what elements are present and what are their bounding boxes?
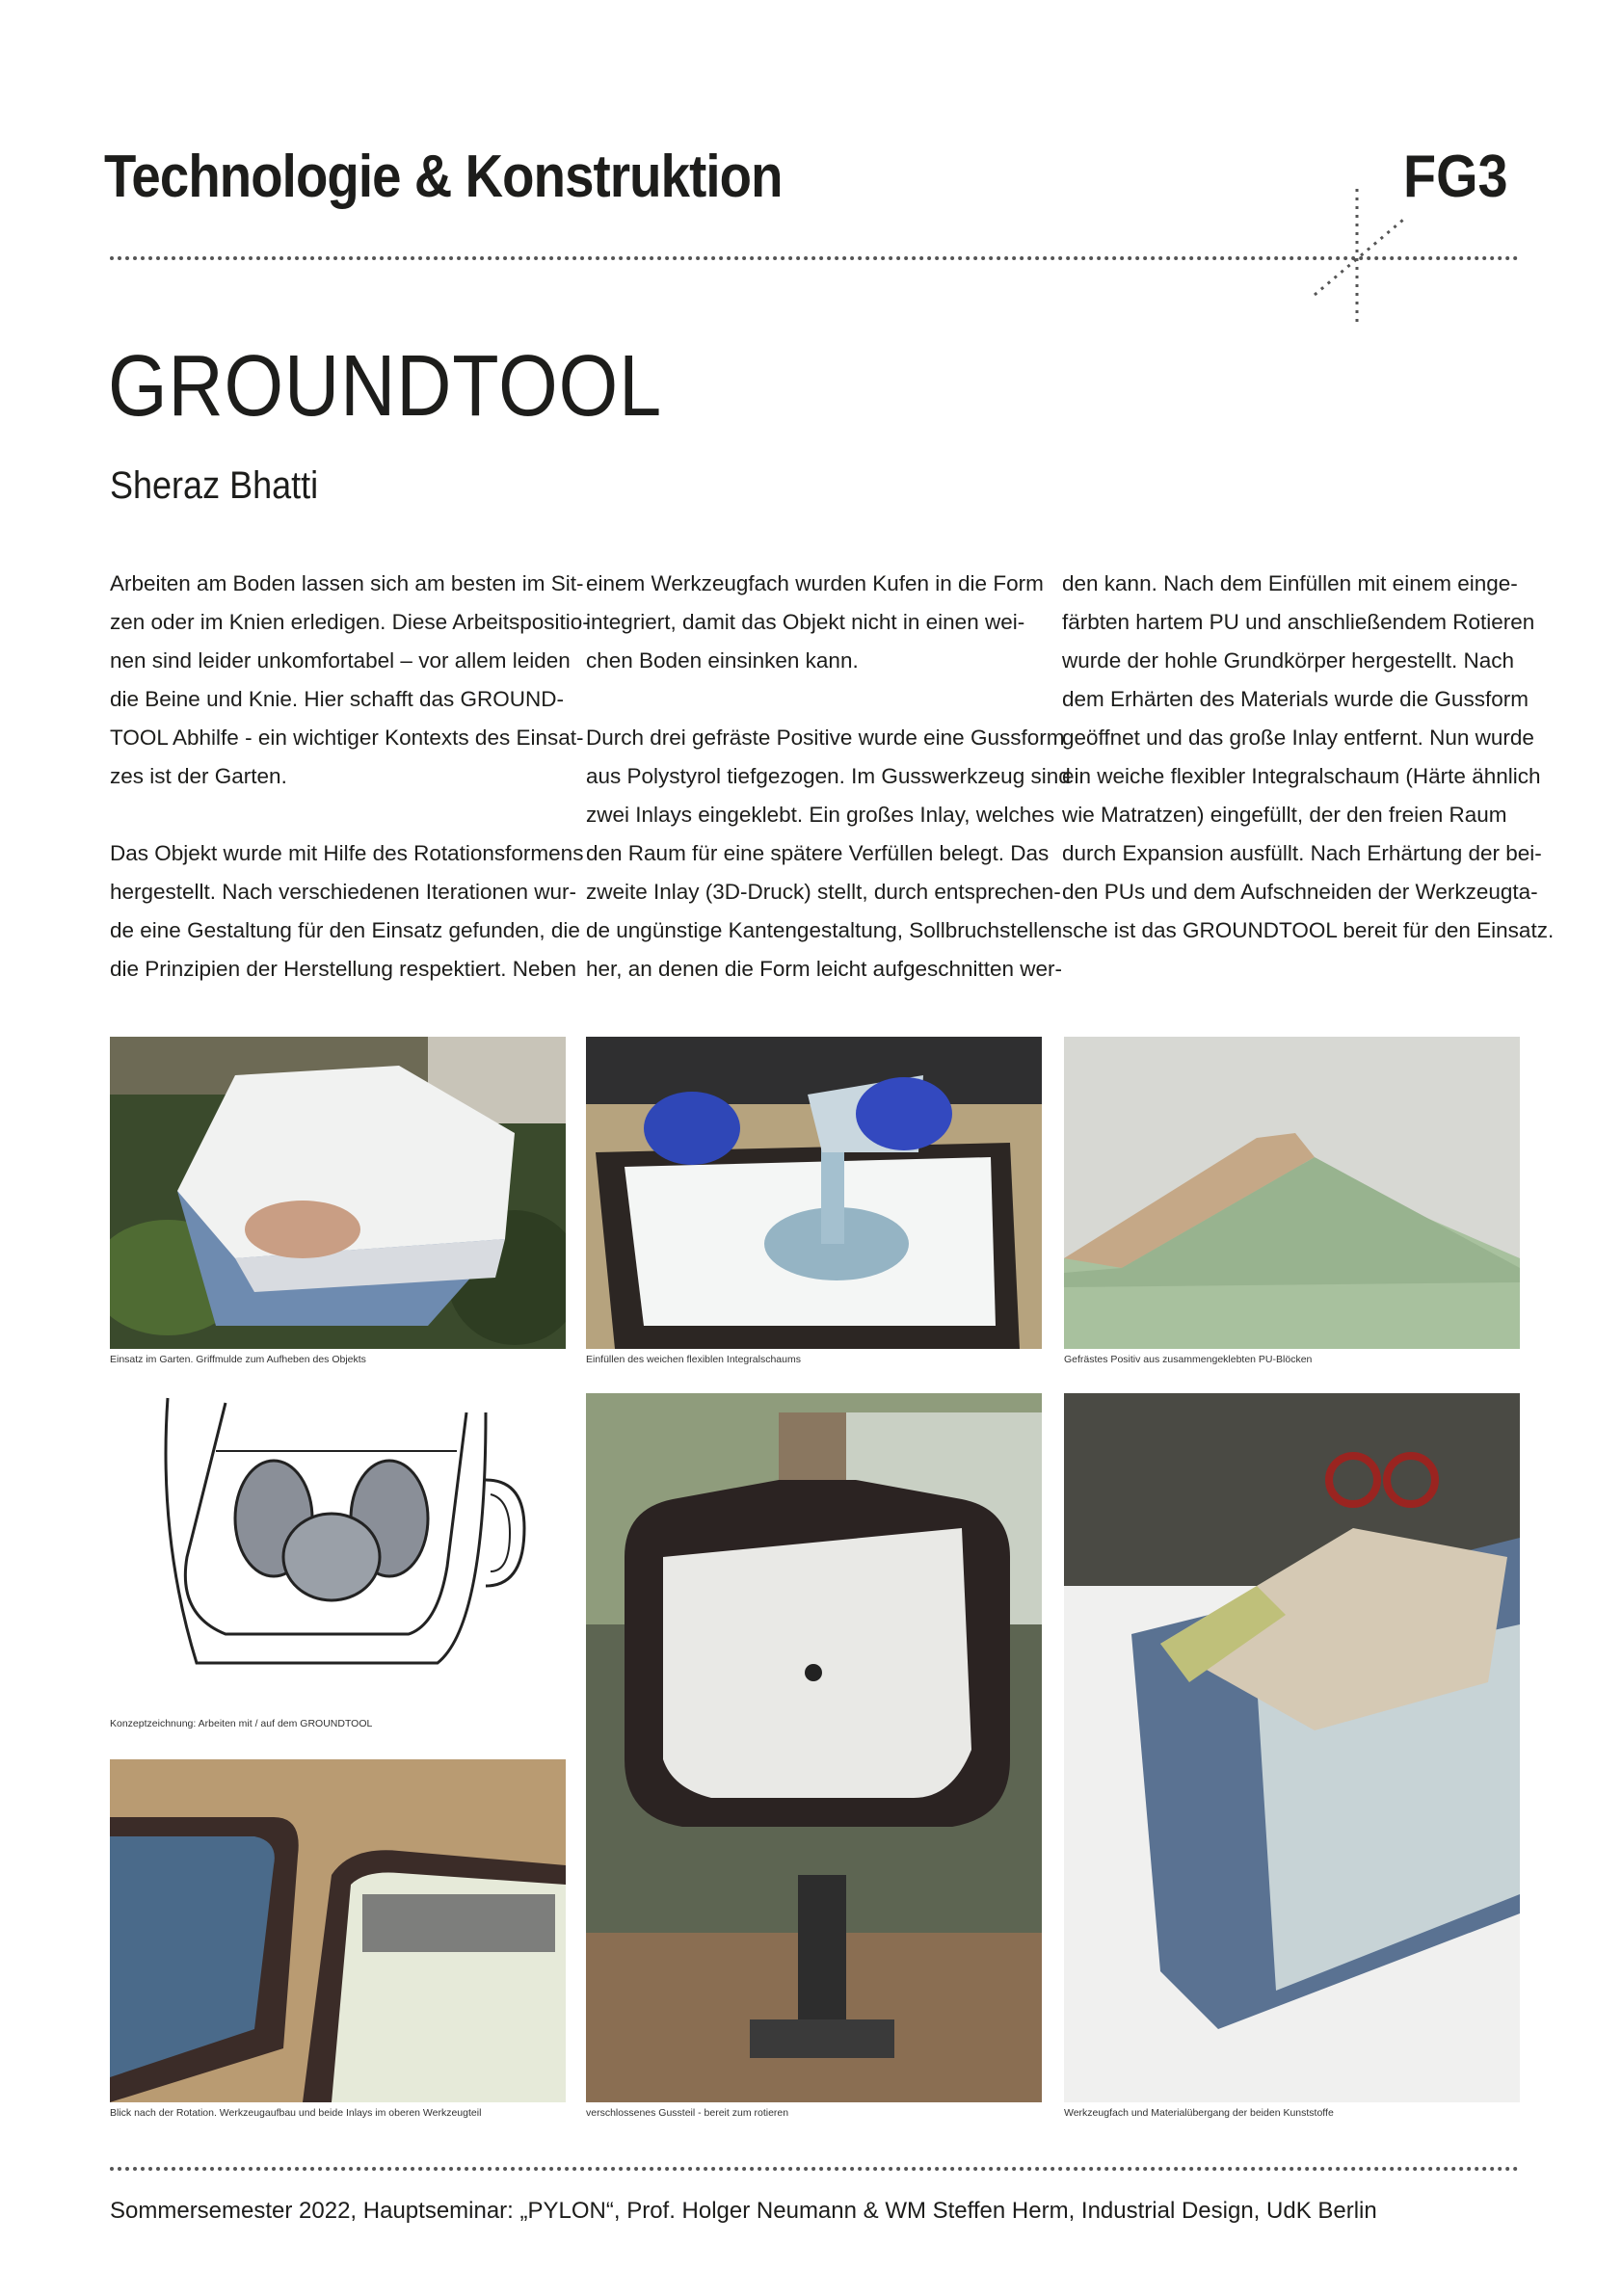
photo-closed-mould (586, 1393, 1042, 2102)
cross-mark-icon (1311, 189, 1446, 324)
text-line: zwei Inlays eingeklebt. Ein großes Inlay, welches (586, 803, 1055, 827)
photo-milled-positive (1064, 1037, 1520, 1349)
photo-after-rotation (110, 1759, 566, 2102)
text-line: zes ist der Garten. (110, 764, 287, 788)
paragraph (586, 719, 1071, 989)
text-line: de ungünstige Kantengestaltung, Sollbruchstellen (586, 918, 1063, 942)
text-line: aus Polystyrol tiefgezogen. Im Gusswerkzeug sind (586, 764, 1071, 788)
text-line: ein weiche flexibler Integralschaum (Härte ähnlich (1062, 764, 1541, 788)
caption: Werkzeugfach und Materialübergang der beiden Kunststoffe (1064, 2107, 1334, 2119)
text-line: zweite Inlay (3D-Druck) stellt, durch entsprechen- (586, 880, 1061, 904)
top-dotted-rule (110, 256, 1519, 260)
paragraph (1062, 565, 1555, 950)
caption: Blick nach der Rotation. Werkzeugaufbau und beide Inlays im oberen Werkzeugteil (110, 2107, 482, 2119)
text-line: TOOL Abhilfe - ein wichtiger Kontexts des Einsat- (110, 726, 584, 750)
text-line: Arbeiten am Boden lassen sich am besten im Sit- (110, 571, 584, 595)
concept-sketch (110, 1393, 566, 1711)
text-line: dem Erhärten des Materials wurde die Gussform (1062, 687, 1529, 711)
text-line: den Raum für eine spätere Verfüllen belegt. Das (586, 841, 1050, 865)
text-line: einem Werkzeugfach wurden Kufen in die Form (586, 571, 1044, 595)
caption: Einfüllen des weichen flexiblen Integralschaums (586, 1354, 801, 1365)
text-line: den PUs und dem Aufschneiden der Werkzeugta- (1062, 880, 1538, 904)
text-line: hergestellt. Nach verschiedenen Iterationen wur- (110, 880, 577, 904)
text-line: sche ist das GROUNDTOOL bereit für den Einsatz. (1062, 918, 1555, 942)
article-title: GROUNDTOOL (108, 338, 662, 435)
text-line: de eine Gestaltung für den Einsatz gefunden, die (110, 918, 580, 942)
text-line: integriert, damit das Objekt nicht in einen wei- (586, 610, 1025, 634)
text-column-1 (110, 565, 590, 1027)
bottom-dotted-rule (110, 2167, 1519, 2171)
text-line: geöffnet und das große Inlay entfernt. Nun wurde (1062, 726, 1534, 750)
text-line: chen Boden einsinken kann. (586, 648, 859, 673)
text-line: Durch drei gefräste Positive wurde eine Gussform (586, 726, 1065, 750)
text-line: die Beine und Knie. Hier schafft das GROUND- (110, 687, 565, 711)
text-line: wie Matratzen) eingefüllt, der den freien Raum (1062, 803, 1507, 827)
text-column-3 (1062, 565, 1555, 989)
paragraph (110, 565, 590, 796)
photo-pouring (586, 1037, 1042, 1349)
photo-tool-compartment (1064, 1393, 1520, 2102)
section-code: FG3 (1403, 144, 1508, 210)
text-line: nen sind leider unkomfortabel – vor allem leiden (110, 648, 571, 673)
text-line: die Prinzipien der Herstellung respektiert. Neben (110, 957, 577, 981)
text-column-2 (586, 565, 1071, 1027)
text-line: durch Expansion ausfüllt. Nach Erhärtung der bei- (1062, 841, 1542, 865)
text-line: zen oder im Knien erledigen. Diese Arbeitspositio- (110, 610, 590, 634)
paragraph (586, 565, 1044, 680)
article-author: Sheraz Bhatti (110, 464, 319, 507)
photo-garden (110, 1037, 566, 1349)
section-title: Technologie & Konstruktion (104, 144, 783, 210)
text-line: Das Objekt wurde mit Hilfe des Rotationsformens (110, 841, 584, 865)
caption: Einsatz im Garten. Griffmulde zum Aufheben des Objekts (110, 1354, 366, 1365)
caption: verschlossenes Gussteil - bereit zum rotieren (586, 2107, 789, 2119)
caption: Gefrästes Positiv aus zusammengeklebten PU-Blöcken (1064, 1354, 1313, 1365)
footer-text: Sommersemester 2022, Hauptseminar: „PYLON“, Prof. Holger Neumann & WM Steffen Herm, Industrial Design, UdK Berlin (110, 2198, 1377, 2224)
text-line: wurde der hohle Grundkörper hergestellt. Nach (1062, 648, 1515, 673)
text-line: den kann. Nach dem Einfüllen mit einem einge- (1062, 571, 1518, 595)
text-line: her, an denen die Form leicht aufgeschnitten wer- (586, 957, 1063, 981)
paragraph (110, 834, 584, 989)
text-line: färbten hartem PU und anschließendem Rotieren (1062, 610, 1535, 634)
caption: Konzeptzeichnung: Arbeiten mit / auf dem GROUNDTOOL (110, 1718, 373, 1729)
